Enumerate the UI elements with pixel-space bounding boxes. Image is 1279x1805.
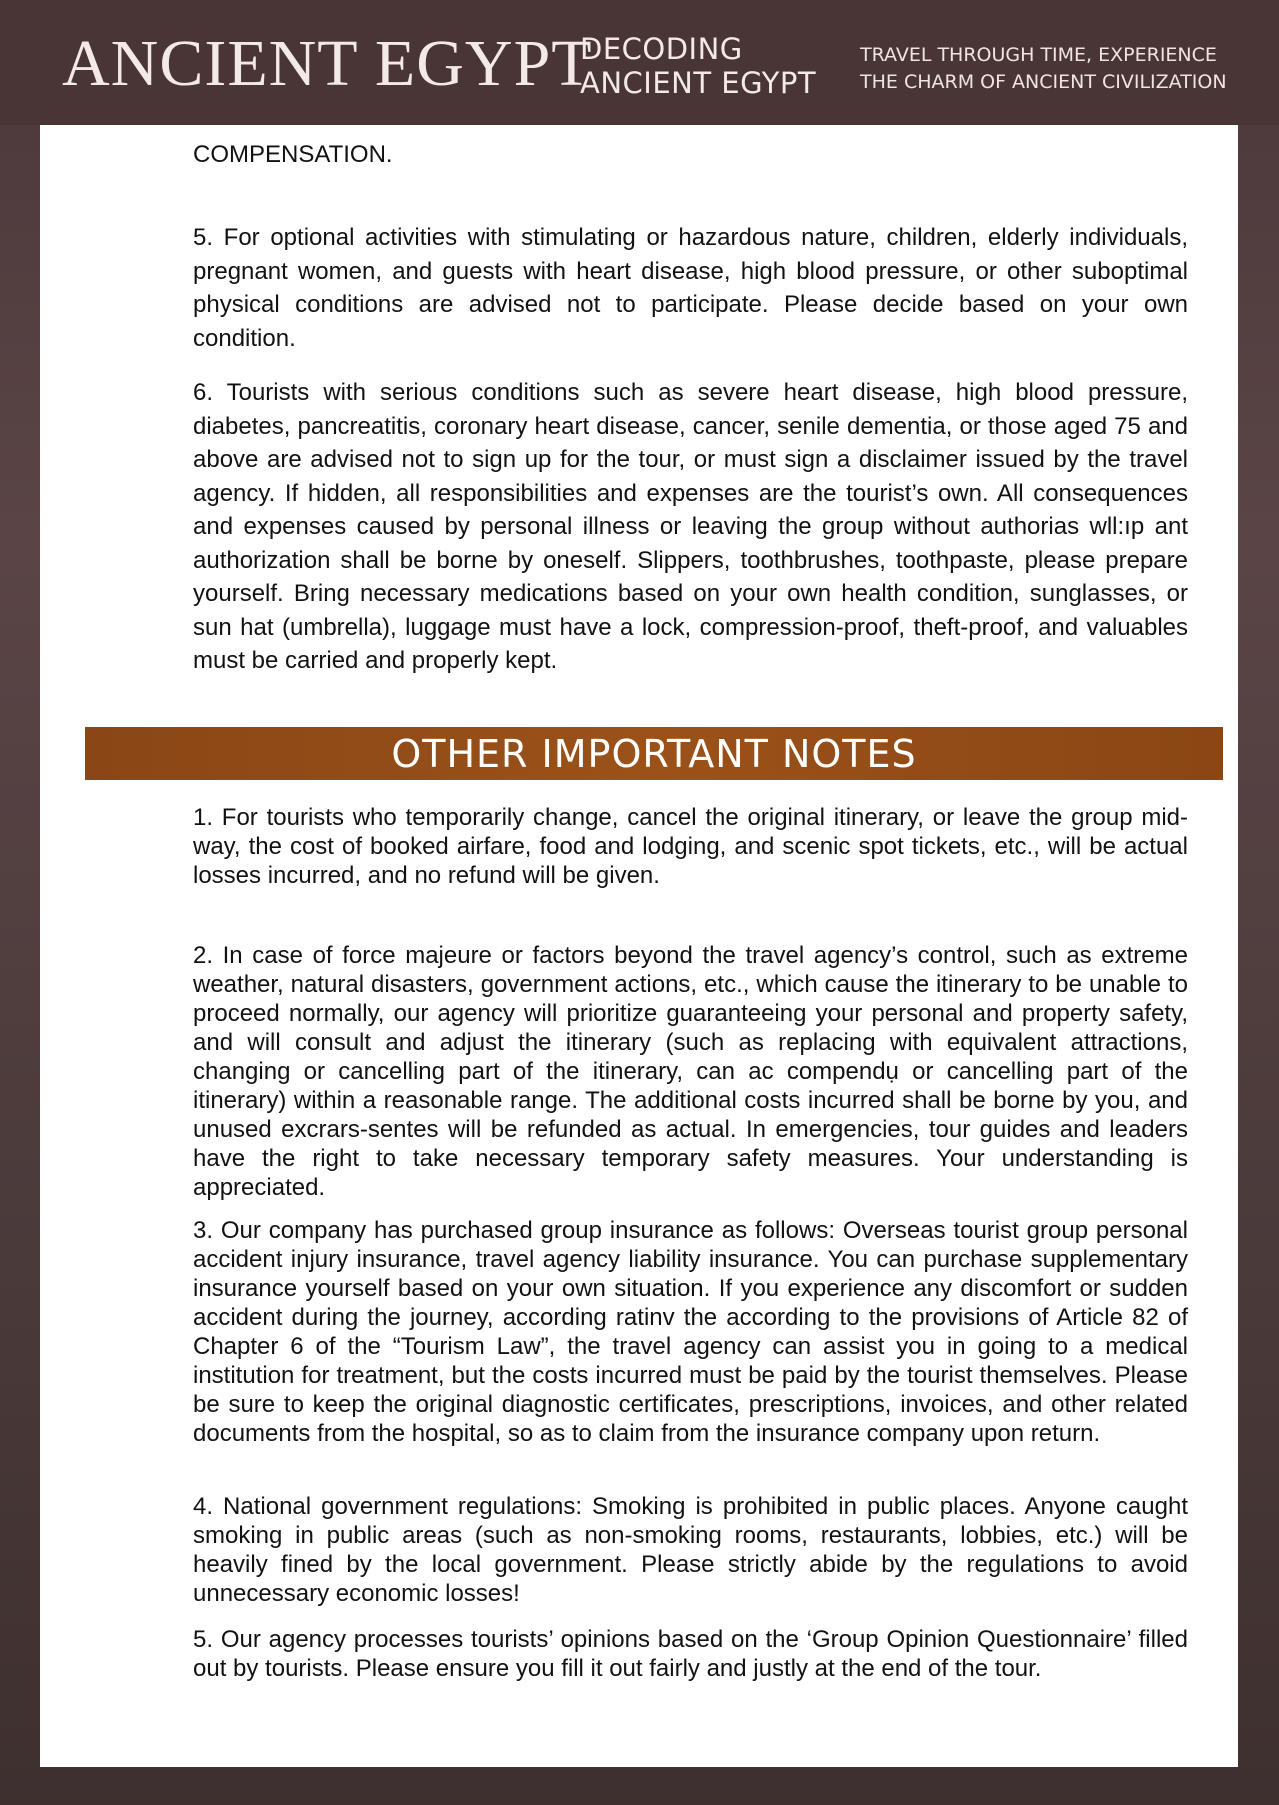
note-item-5: 5. Our agency processes tourists’ opinions based on the ‘Group Opinion Questionnaire’ filled out by tourists. Please ensure you fill it out fairly and justly at the end of the tour.: [193, 1626, 1188, 1682]
note-item-3: 3. Our company has purchased group insurance as follows: Overseas tourist group personal accident injury insurance, travel agency liability insurance. You can purchase supplementary insurance yourself based on your own situation. If you experience any discomfort or sudden accident during the journey, according ratinv the according to the provisions of Article 82 of Chapter 6 of the “Tourism Law”, the travel agency can assist you in going to a medical institution for treatment, but the costs incurred must be paid by the tourist themselves. Please be sure to keep the original diagnostic certificates, prescriptions, invoices, and other related documents from the hospital, so as to claim from the insurance company upon return.: [193, 1217, 1188, 1447]
brand-title: ANCIENT EGYPT: [62, 27, 593, 100]
upper-item-5: 5. For optional activities with stimulating or hazardous nature, children, elderly individuals, pregnant women, and guests with heart disease, high blood pressure, or other suboptimal physical conditions are advised not to participate. Please decide based on your own condition.: [193, 224, 1188, 352]
compensation-text: COMPENSATION.: [193, 141, 393, 168]
note-item-4: 4. National government regulations: Smoking is prohibited in public places. Anyone caught smoking in public areas (such as non-smoking rooms, restaurants, lobbies, etc.) will be heavily fined by the local government. Please strictly abide by the regulations to avoid unnecessary economic losses!: [193, 1493, 1188, 1607]
note-item-1: 1. For tourists who temporarily change, cancel the original itinerary, or leave the group mid-way, the cost of booked airfare, food and lodging, and scenic spot tickets, etc., will be actual losses incurred, and no refund will be given.: [193, 804, 1188, 889]
tagline-line-1: TRAVEL THROUGH TIME, EXPERIENCE: [860, 44, 1217, 66]
header-tagline: [860, 42, 1260, 96]
page-header: [0, 0, 1279, 125]
subtitle-line-1: DECODING: [580, 32, 743, 66]
tagline-line-2: THE CHARM OF ANCIENT CIVILIZATION: [860, 71, 1227, 93]
subtitle-line-2: ANCIENT EGYPT: [580, 66, 817, 100]
header-subtitle: [580, 32, 840, 100]
note-item-2: 2. In case of force majeure or factors beyond the travel agency’s control, such as extreme weather, natural disasters, government actions, etc., which cause the itinerary to be unable to proceed normally, our agency will prioritize guaranteeing your personal and property safety, and will consult and adjust the itinerary (such as replacing with equivalent attractions, changing or cancelling part of the itinerary, can ac compendụ or cancelling part of the itinerary) within a reasonable range. The additional costs incurred shall be borne by you, and unused excrars-sentes will be refunded as actual. In emergencies, tour guides and leaders have the right to take necessary temporary safety measures. Your understanding is appreciated.: [193, 942, 1188, 1201]
upper-item-6: 6. Tourists with serious conditions such as severe heart disease, high blood pressure, diabetes, pancreatitis, coronary heart disease, cancer, senile dementia, or those aged 75 and above are advised not to sign up for the tour, or must sign a disclaimer issued by the travel agency. If hidden, all responsibilities and expenses are the tourist’s own. All consequences and expenses caused by personal illness or leaving the group without authorias wll:ıp ant authorization shall be borne by oneself. Slippers, toothbrushes, toothpaste, please prepare yourself. Bring necessary medications based on your own health condition, sunglasses, or sun hat (umbrella), luggage must have a lock, compression-proof, theft-proof, and valuables must be carried and properly kept.: [193, 379, 1188, 674]
section-title: OTHER IMPORTANT NOTES: [391, 732, 917, 776]
section-header-bar: [85, 727, 1223, 780]
